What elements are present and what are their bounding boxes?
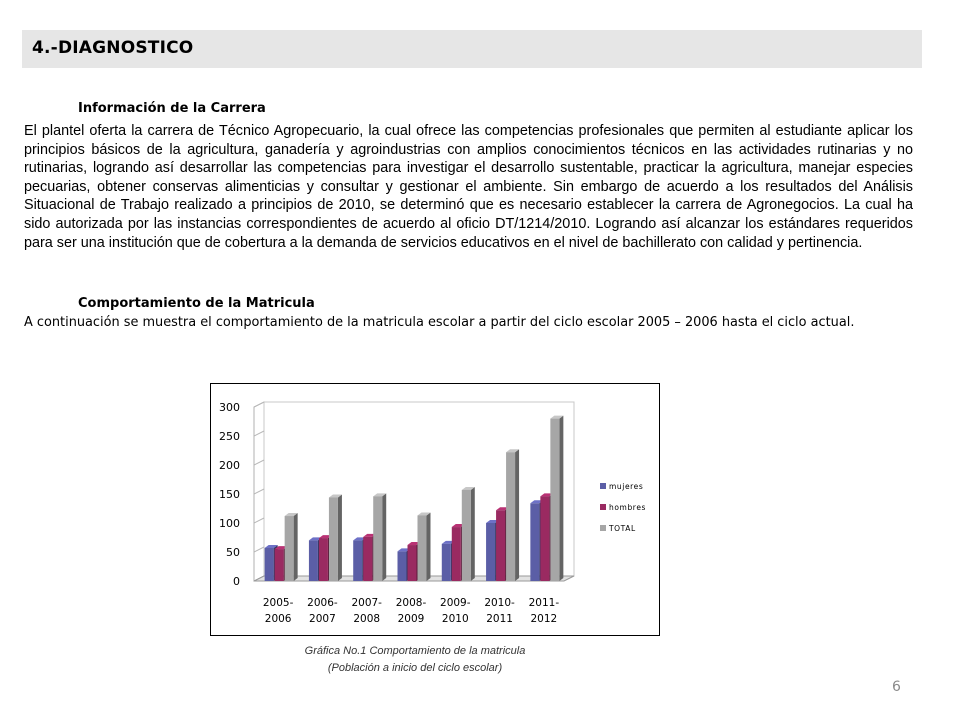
bar-side: [515, 449, 519, 581]
bar-mujeres: [398, 551, 407, 581]
bar-total: [418, 515, 427, 581]
y-tick-label: 250: [219, 430, 240, 443]
bar-hombres: [363, 537, 372, 581]
bar-side: [338, 494, 342, 581]
x-tick-label: 2008: [353, 613, 381, 625]
bar-mujeres: [265, 548, 274, 581]
chart-canvas: [211, 384, 661, 637]
legend-swatch-mujeres: [600, 483, 606, 489]
bar-hombres: [319, 538, 328, 581]
section-banner: [22, 30, 922, 68]
x-tick-label: 2009: [397, 613, 425, 625]
bar-hombres: [540, 496, 549, 581]
bar-hombres: [275, 549, 284, 581]
legend-label: mujeres: [609, 482, 644, 491]
chart-caption-subtitle: (Población a inicio del ciclo escolar): [327, 662, 503, 674]
x-tick-label: 2007: [309, 613, 336, 625]
x-tick-label: 2012: [530, 613, 558, 625]
x-tick-label: 2005-: [262, 597, 294, 609]
bar-total: [462, 490, 471, 581]
x-tick-label: 2006-: [307, 597, 338, 609]
bar-side: [471, 487, 475, 581]
x-tick-label: 2010-: [484, 597, 515, 609]
legend-swatch-hombres: [600, 504, 606, 510]
bar-total: [285, 516, 294, 581]
x-tick-label: 2009-: [440, 597, 471, 609]
y-tick-label: 150: [219, 488, 240, 501]
bar-mujeres: [486, 523, 495, 581]
bar-total: [373, 496, 382, 581]
bar-hombres: [408, 545, 417, 581]
enrollment-intro: A continuación se muestra el comportamiento de la matricula escolar a partir del ciclo escolar 2005 – 2006 hasta el ciclo actual.: [24, 315, 855, 330]
enrollment-chart: [210, 383, 660, 636]
chart-caption-title: Gráfica No.1 Comportamiento de la matricula: [304, 645, 526, 657]
y-tick-label: 0: [233, 575, 240, 588]
enrollment-heading: Comportamiento de la Matricula: [78, 296, 315, 311]
x-tick-label: 2011-: [528, 597, 560, 609]
career-paragraph: El plantel oferta la carrera de Técnico Agropecuario, la cual ofrece las competencias profesionales que permiten al estudiante aplicar los principios básicos de la agricultura, ganadería y agroindustrias con amplios conocimientos técnicos en las actividades rutinarias y no rutinarias, logrando así desarrollar las competencias para investigar el desarrollo sustentable, practicar la agricultura, manejar especies pecuarias, obtener conservas alimenticias y consultar y gestionar el ambiente. Sin embargo de acuerdo a los resultados del Análisis Situacional de Trabajo realizado a principios de 2010, se determinó que es necesario establecer la carrera de Agronegocios. La cual ha sido autorizada por las instancias correspondientes de acuerdo al oficio DT/1214/2010. Logrando así alcanzar los estándares requeridos para ser una institución que de cobertura a la demanda de servicios educativos en el nivel de bachillerato con calidad y pertinencia.: [24, 123, 913, 251]
bar-side: [559, 416, 563, 581]
bar-side: [294, 513, 298, 581]
bar-hombres: [496, 510, 505, 581]
page-number: 6: [892, 679, 901, 695]
y-tick-label: 200: [219, 459, 240, 472]
bar-total: [506, 452, 515, 581]
bar-side: [427, 512, 431, 581]
x-tick-label: 2007-: [351, 597, 382, 609]
x-tick-label: 2008-: [395, 597, 427, 609]
y-tick-label: 100: [219, 517, 240, 530]
bar-hombres: [452, 527, 461, 581]
bar-side: [382, 493, 386, 581]
x-tick-label: 2010: [441, 613, 469, 625]
career-heading: Información de la Carrera: [78, 101, 266, 116]
x-tick-label: 2006: [264, 613, 292, 625]
bar-mujeres: [442, 544, 451, 581]
bar-total: [550, 419, 559, 581]
legend-label: hombres: [609, 503, 647, 512]
bar-mujeres: [309, 540, 318, 581]
bar-mujeres: [530, 503, 539, 581]
y-tick-label: 300: [219, 401, 240, 414]
bar-total: [329, 497, 338, 581]
y-tick-label: 50: [226, 546, 240, 559]
x-tick-label: 2011: [486, 613, 513, 625]
bar-mujeres: [353, 540, 362, 581]
legend-label: TOTAL: [609, 524, 636, 533]
section-title: 4.-DIAGNOSTICO: [32, 38, 194, 58]
legend-swatch-total: [600, 525, 606, 531]
